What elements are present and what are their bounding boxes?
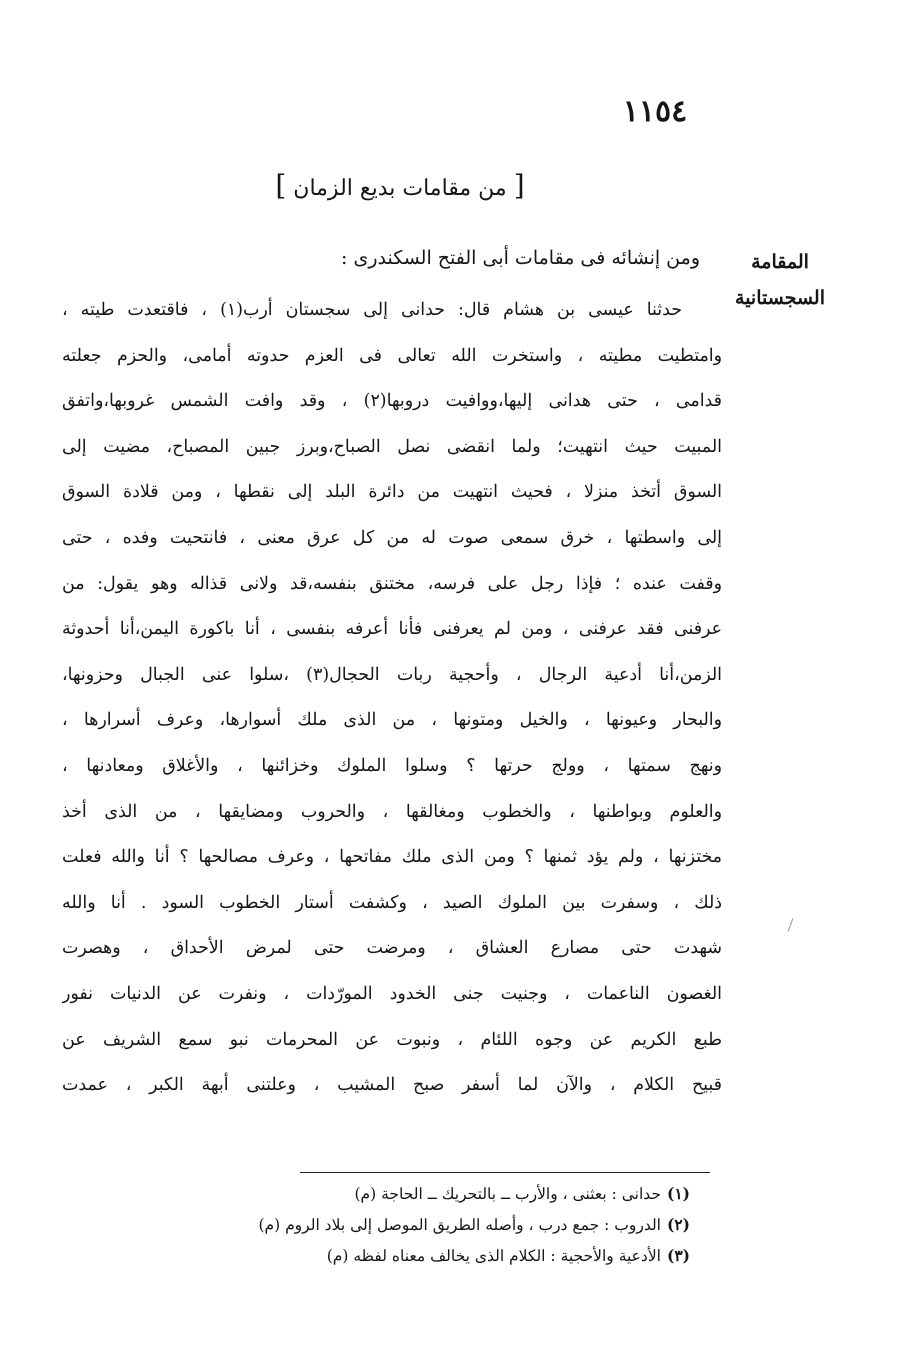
text-line: المبيت حيث انتهيت؛ ولما انقضى نصل الصباح،وبرز جبين المصباح، مضيت إلى (62, 436, 722, 457)
text-line: قدامى ، حتى هدانى إليها،ووافيت دروبها(٢) ، وقد وافت الشمس غروبها،واتفق (62, 391, 722, 412)
text-line: ذلك ، وسفرت بين الملوك الصيد ، وكشفت أستار الخطوب السود . أنا والله (62, 892, 722, 913)
footnote-separator (300, 1172, 710, 1173)
footnote-text: الدروب : جمع درب ، وأصله الطريق الموصل إلى بلاد الروم (م) (258, 1216, 661, 1234)
text-line: مختزنها ، ولم يؤد ثمنها ؟ ومن الذى ملك مفاتحها ، وعرف مصالحها ؟ أنا والله فعلت (62, 847, 722, 868)
text-line: إلى واسطتها ، خرق سمعى صوت له من كل عرق معنى ، فانتحيت وفده ، حتى (62, 527, 722, 548)
margin-title-line-1: المقامة (751, 251, 809, 273)
margin-title-line-2: السجستانية (735, 287, 825, 309)
heading-text: من مقامات بديع الزمان (293, 176, 507, 201)
text-line: حدثنا عيسى بن هشام قال: حدانى إلى سجستان أرب(١) ، فاقتعدت طيته ، (62, 300, 682, 320)
footnote-number: (٢) (666, 1215, 690, 1234)
footnote-text: الأدعية والأحجية : الكلام الذى يخالف معناه لفظه (م) (326, 1247, 661, 1265)
margin-title (725, 244, 835, 316)
text-line: عرفنى فقد عرفنى ، ومن لم يعرفنى فأنا أعرفه بنفسى ، أنا باكورة اليمن،أنا أحدوثة (62, 619, 722, 640)
text-line: والعلوم وبواطنها ، والخطوب ومغالقها ، والحروب ومضايقها ، من الذى أخذ (62, 801, 722, 822)
footnote-number: (١) (666, 1184, 690, 1203)
text-line: ونهج سمتها ، وولج حرتها ؟ وسلوا الملوك وخزائنها ، والأغلاق ومعادنها ، (62, 755, 722, 776)
text-line: الزمن،أنا أدعية الرجال ، وأحجية ربات الحجال(٣) ،سلوا عنى الجبال وحزونها، (62, 664, 722, 685)
scan-speck (788, 918, 794, 931)
text-line: الغصون الناعمات ، وجنيت جنى الخدود المورّدات ، ونفرت عن الدنيات نفور (62, 983, 722, 1004)
footnotes (130, 1178, 690, 1271)
footnote-1 (130, 1178, 690, 1209)
source-heading (270, 166, 530, 209)
heading-close-bracket: ] (275, 169, 287, 202)
body-text (62, 288, 722, 1109)
footnote-text: حدانى : بعثنى ، والأرب ــ بالتحريك ــ الحاجة (م) (354, 1185, 661, 1203)
footnote-3 (130, 1240, 690, 1271)
text-line: شهدت حتى مصارع العشاق ، ومرضت حتى لمرض الأحداق ، وهصرت (62, 938, 722, 959)
footnote-2 (130, 1209, 690, 1240)
text-line: السوق أتخذ منزلا ، فحيث انتهيت من دائرة البلد إلى نقطها ، ومن قلادة السوق (62, 482, 722, 503)
intro-line: ومن إنشائه فى مقامات أبى الفتح السكندرى : (341, 247, 700, 269)
page-number: ١١٥٤ (622, 94, 688, 129)
heading-open-bracket: [ (513, 169, 525, 202)
text-line: والبحار وعيونها ، والخيل ومتونها ، من الذى ملك أسوارها، وعرف أسرارها ، (62, 710, 722, 731)
text-line: وامتطيت مطيته ، واستخرت الله تعالى فى العزم حدوته أمامى، والحزم جعلته (62, 345, 722, 366)
text-line: وقفت عنده ؛ فإذا رجل على فرسه، مختنق بنفسه،قد ولانى قذاله وهو يقول: من (62, 573, 722, 594)
footnote-number: (٣) (666, 1246, 690, 1265)
text-line: طبع الكريم عن وجوه اللئام ، ونبوت عن المحرمات نبو سمع الشريف عن (62, 1029, 722, 1050)
text-line: قبيح الكلام ، والآن لما أسفر صبح المشيب ، وعلتنى أبهة الكبر ، عمدت (62, 1075, 722, 1096)
